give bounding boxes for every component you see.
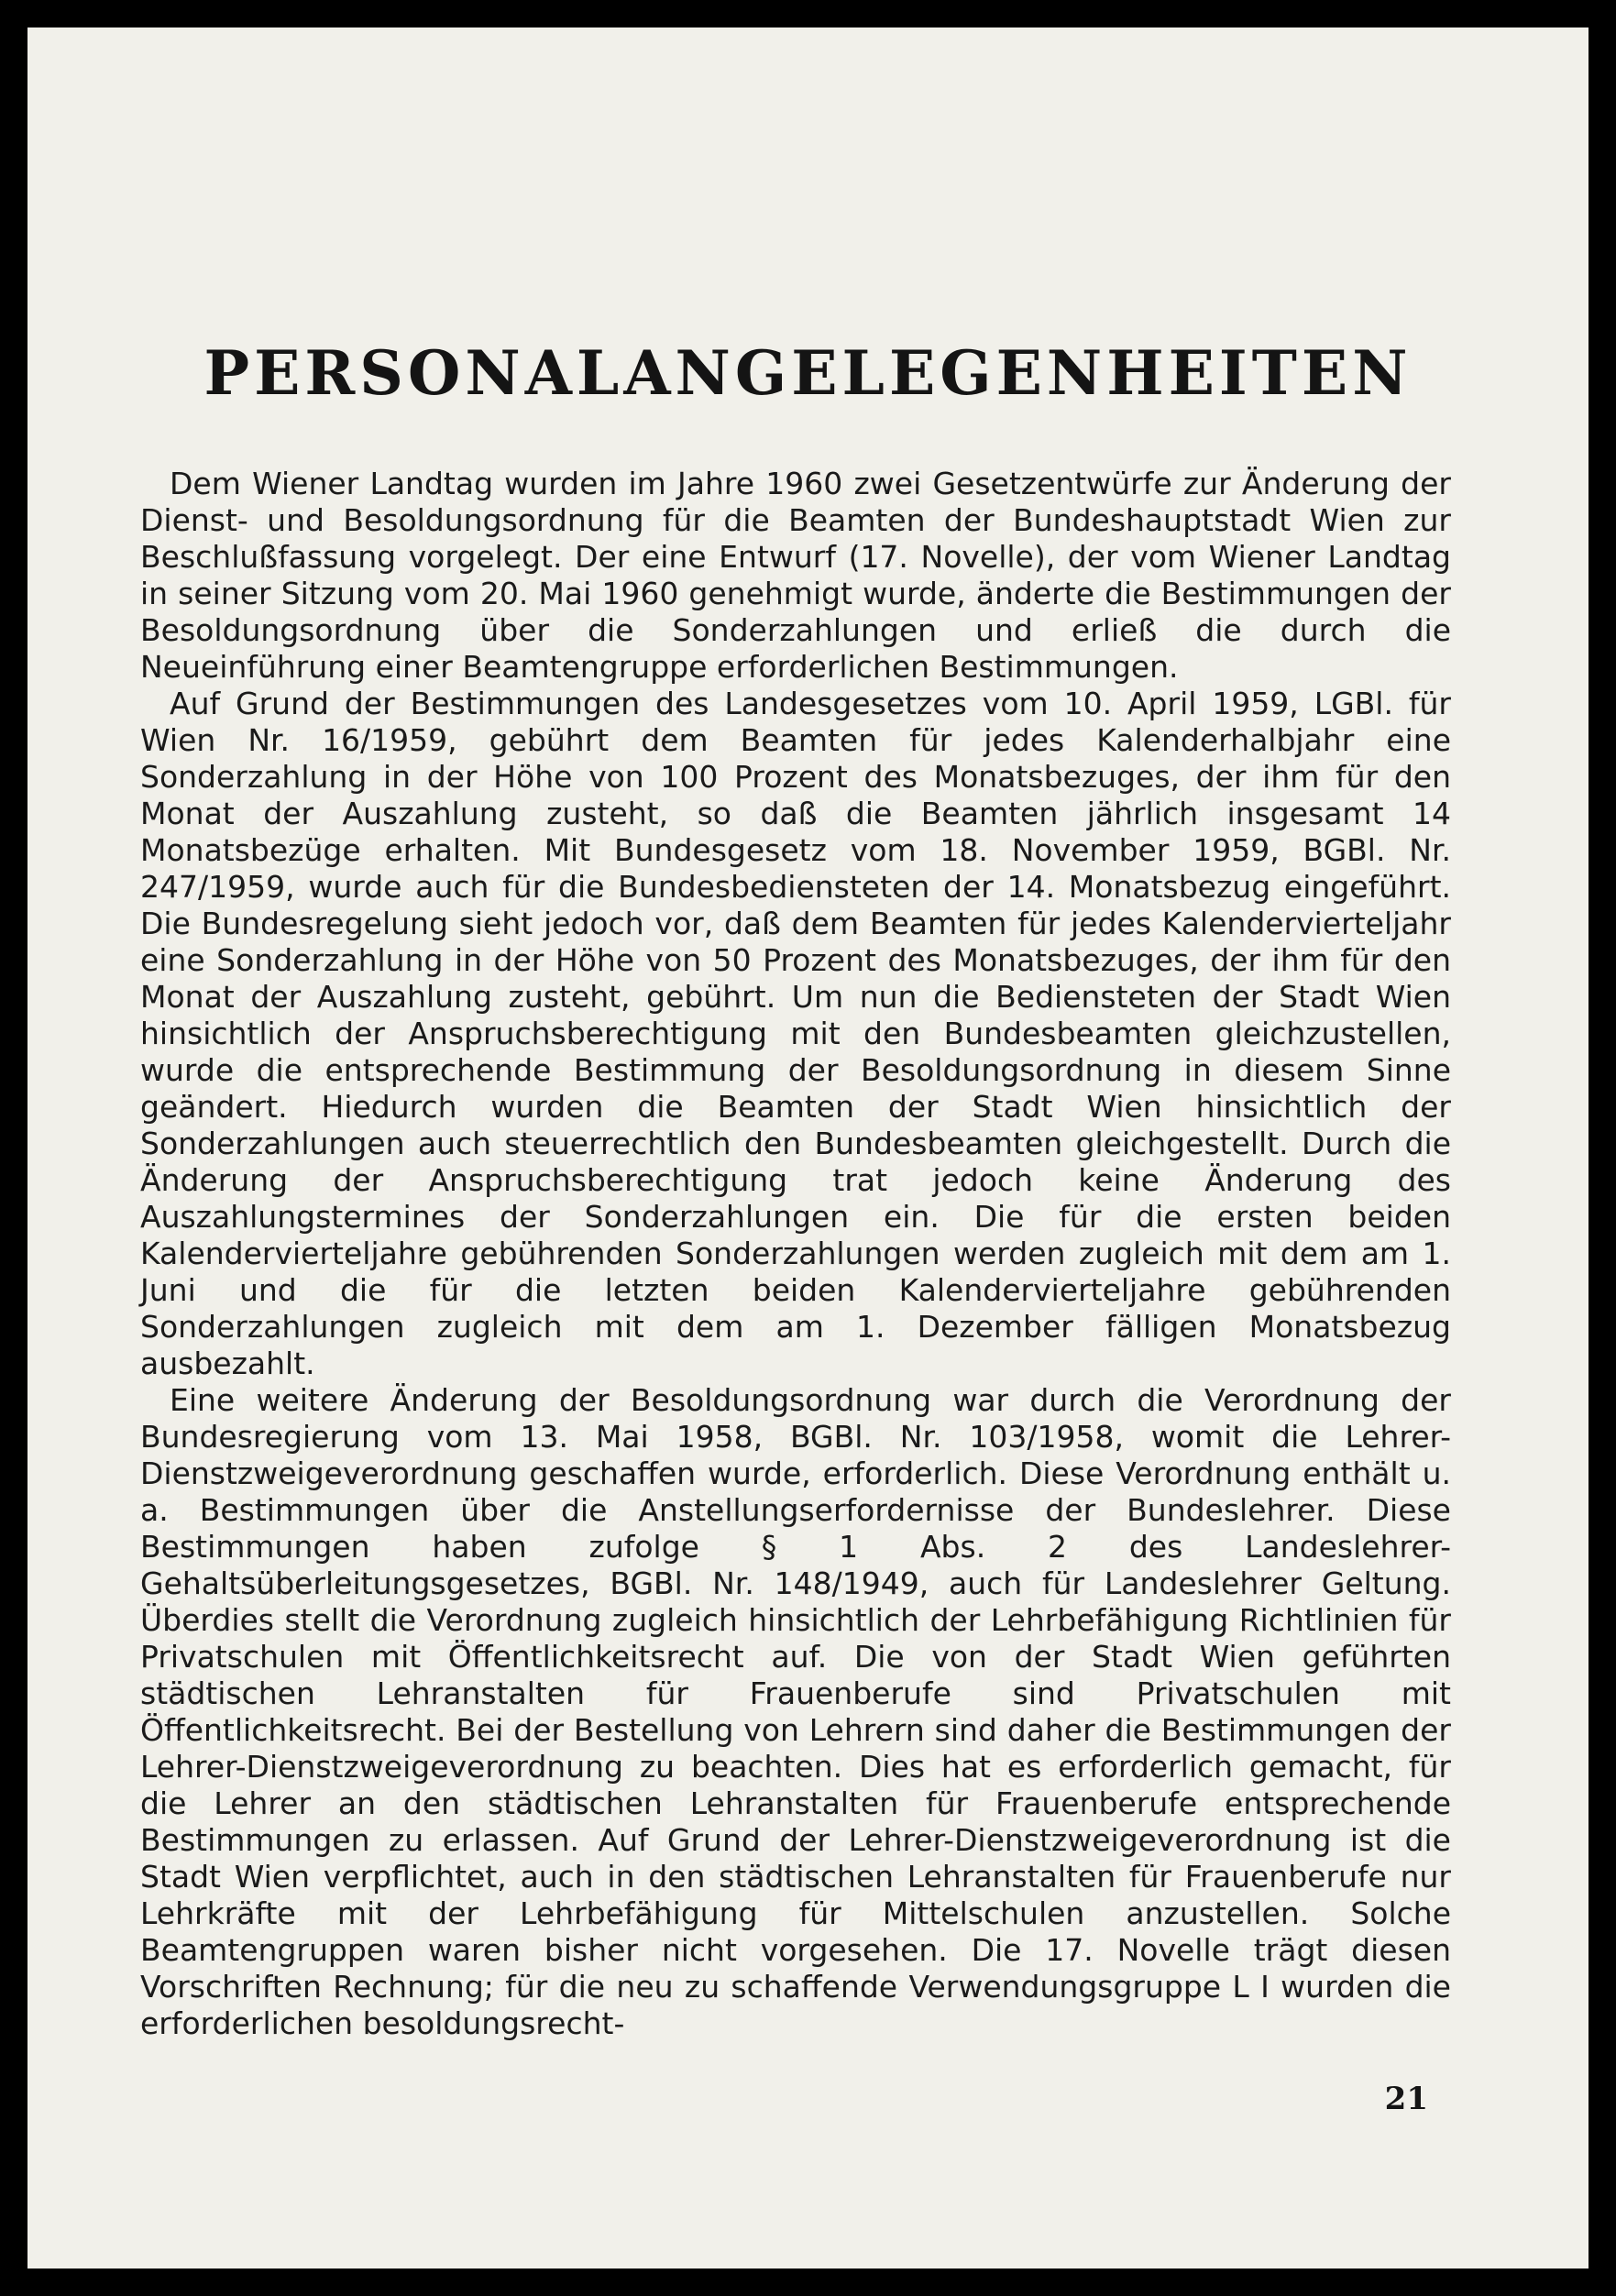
paragraph-intro: Dem Wiener Landtag wurden im Jahre 1960 zwei Gesetzentwürfe zur Änderung der Dienst- und Besoldungsordnung für die Beamten der Bundeshauptstadt Wien zur Beschlußfassung vorgelegt. Der eine Entwurf (17. Novelle), der vom Wiener Landtag in seiner Sitzung vom 20. Mai 1960 genehmigt wurde, änderte die Bestimmungen der Besoldungsordnung über die Sonderzahlungen und erließ die durch die Neueinführung einer Beamtengruppe erforderlichen Bestimmungen. — [140, 466, 1451, 685]
document-page — [27, 27, 1589, 2269]
paragraph-sonderzahlungen: Auf Grund der Bestimmungen des Landesgesetzes vom 10. April 1959, LGBl. für Wien Nr. 16/1959, gebührt dem Beamten für jedes Kalenderhalbjahr eine Sonderzahlung in der Höhe von 100 Prozent des Monatsbezuges, der ihm für den Monat der Auszahlung zusteht, so daß die Beamten jährlich insgesamt 14 Monatsbezüge erhalten. Mit Bundesgesetz vom 18. November 1959, BGBl. Nr. 247/1959, wurde auch für die Bundesbediensteten der 14. Monatsbezug eingeführt. Die Bundesregelung sieht jedoch vor, daß dem Beamten für jedes Kalendervierteljahr eine Sonderzahlung in der Höhe von 50 Prozent des Monatsbezuges, der ihm für den Monat der Auszahlung zusteht, gebührt. Um nun die Bediensteten der Stadt Wien hinsichtlich der Anspruchsberechtigung mit den Bundesbeamten gleichzustellen, wurde die entsprechende Bestimmung der Besoldungsordnung in diesem Sinne geändert. Hiedurch wurden die Beamten der Stadt Wien hinsichtlich der Sonderzahlungen auch steuerrechtlich den Bundesbeamten gleichgestellt. Durch die Änderung der Anspruchsberechtigung trat jedoch keine Änderung des Auszahlungstermines der Sonderzahlungen ein. Die für die ersten beiden Kalendervierteljahre gebührenden Sonderzahlungen werden zugleich mit dem am 1. Juni und die für die letzten beiden Kalendervierteljahre gebührenden Sonderzahlungen zugleich mit dem am 1. Dezember fälligen Monatsbezug ausbezahlt. — [140, 686, 1451, 1381]
paragraph-lehrer-dienstzweigeverordnung: Eine weitere Änderung der Besoldungsordnung war durch die Verordnung der Bundesregierung vom 13. Mai 1958, BGBl. Nr. 103/1958, womit die Lehrer-Dienstzweigeverordnung geschaffen wurde, erforderlich. Diese Verordnung enthält u. a. Bestimmungen über die Anstellungserfordernisse der Bundeslehrer. Diese Bestimmungen haben zufolge § 1 Abs. 2 des Landeslehrer-Gehaltsüberleitungsgesetzes, BGBl. Nr. 148/1949, auch für Landeslehrer Geltung. Überdies stellt die Verordnung zugleich hinsichtlich der Lehrbefähigung Richtlinien für Privatschulen mit Öffentlichkeitsrecht auf. Die von der Stadt Wien geführten städtischen Lehranstalten für Frauenberufe sind Privatschulen mit Öffentlichkeitsrecht. Bei der Bestellung von Lehrern sind daher die Bestimmungen der Lehrer-Dienstzweigeverordnung zu beachten. Dies hat es erforderlich gemacht, für die Lehrer an den städtischen Lehranstalten für Frauenberufe entsprechende Bestimmungen zu erlassen. Auf Grund der Lehrer-Dienstzweigeverordnung ist die Stadt Wien verpflichtet, auch in den städtischen Lehranstalten für Frauenberufe nur Lehrkräfte mit der Lehrbefähigung für Mittelschulen anzustellen. Solche Beamtengruppen waren bisher nicht vorgesehen. Die 17. Novelle trägt diesen Vorschriften Rechnung; für die neu zu schaffende Verwendungsgruppe L I wurden die erforderlichen besoldungsrecht- — [140, 1382, 1451, 2041]
body-text — [140, 466, 1451, 2042]
page-number: 21 — [1384, 2081, 1428, 2117]
page-title: PERSONALANGELEGENHEITEN — [203, 337, 1413, 409]
